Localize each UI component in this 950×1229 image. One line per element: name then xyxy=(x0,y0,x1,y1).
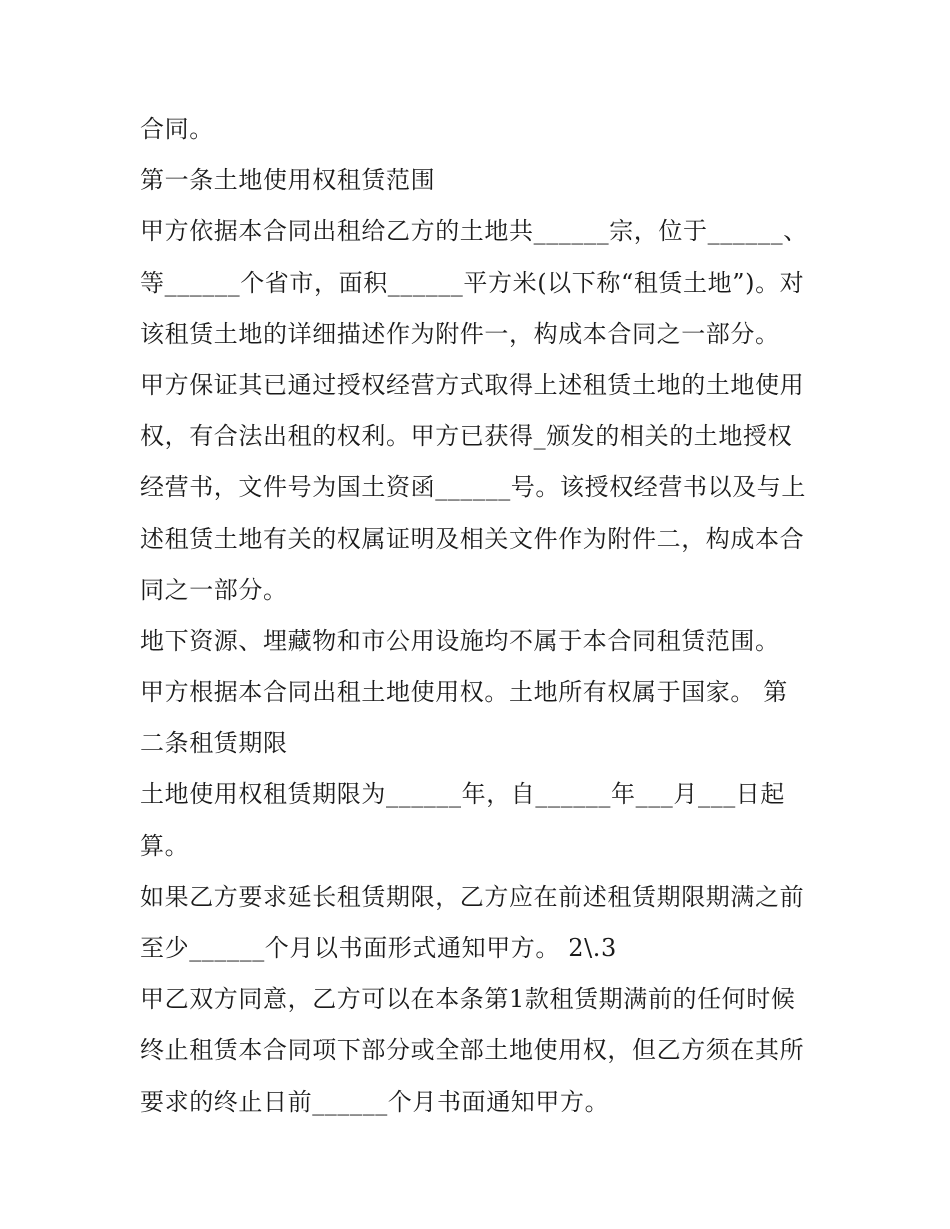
text-line: 甲乙双方同意，乙方可以在本条第1款租赁期满前的任何时候 xyxy=(140,985,796,1014)
text-line: 甲方依据本合同出租给乙方的土地共______宗，位于______、 xyxy=(140,217,808,246)
text-line: 同之一部分。 xyxy=(140,575,288,604)
text-line: 至少______个月以书面形式通知甲方。 2\.3 xyxy=(140,934,617,962)
text-line: 如果乙方要求延长租赁期限，乙方应在前述租赁期限期满之前 xyxy=(140,882,805,911)
section-heading: 第一条土地使用权租赁范围 xyxy=(140,166,436,195)
text-line: 等______个省市，面积______平方米(以下称“租赁土地”)。对 xyxy=(140,268,805,297)
text-line: 地下资源、埋藏物和市公用设施均不属于本合同租赁范围。 xyxy=(140,626,780,655)
section-heading: 二条租赁期限 xyxy=(140,729,288,758)
text-line: 甲方根据本合同出租土地使用权。土地所有权属于国家。 第 xyxy=(140,678,788,707)
text-line: 该租赁土地的详细描述作为附件一，构成本合同之一部分。 xyxy=(140,319,780,348)
text-line: 算。 xyxy=(140,831,190,860)
text-line: 权，有合法出租的权利。甲方已获得_颁发的相关的土地授权 xyxy=(140,422,793,451)
text-line: 经营书，文件号为国土资函______号。该授权经营书以及与上 xyxy=(140,473,806,502)
text-line: 述租赁土地有关的权属证明及相关文件作为附件二，构成本合 xyxy=(140,524,805,553)
text-line: 要求的终止日前______个月书面通知甲方。 xyxy=(140,1087,610,1116)
text-line: 终止租赁本合同项下部分或全部土地使用权，但乙方须在其所 xyxy=(140,1036,805,1065)
text-line: 土地使用权租赁期限为______年，自______年___月___日起 xyxy=(140,780,785,809)
contract-text xyxy=(140,104,820,1128)
text-line: 甲方保证其已通过授权经营方式取得上述租赁土地的土地使用 xyxy=(140,370,805,399)
text-line: 合同。 xyxy=(140,115,214,143)
